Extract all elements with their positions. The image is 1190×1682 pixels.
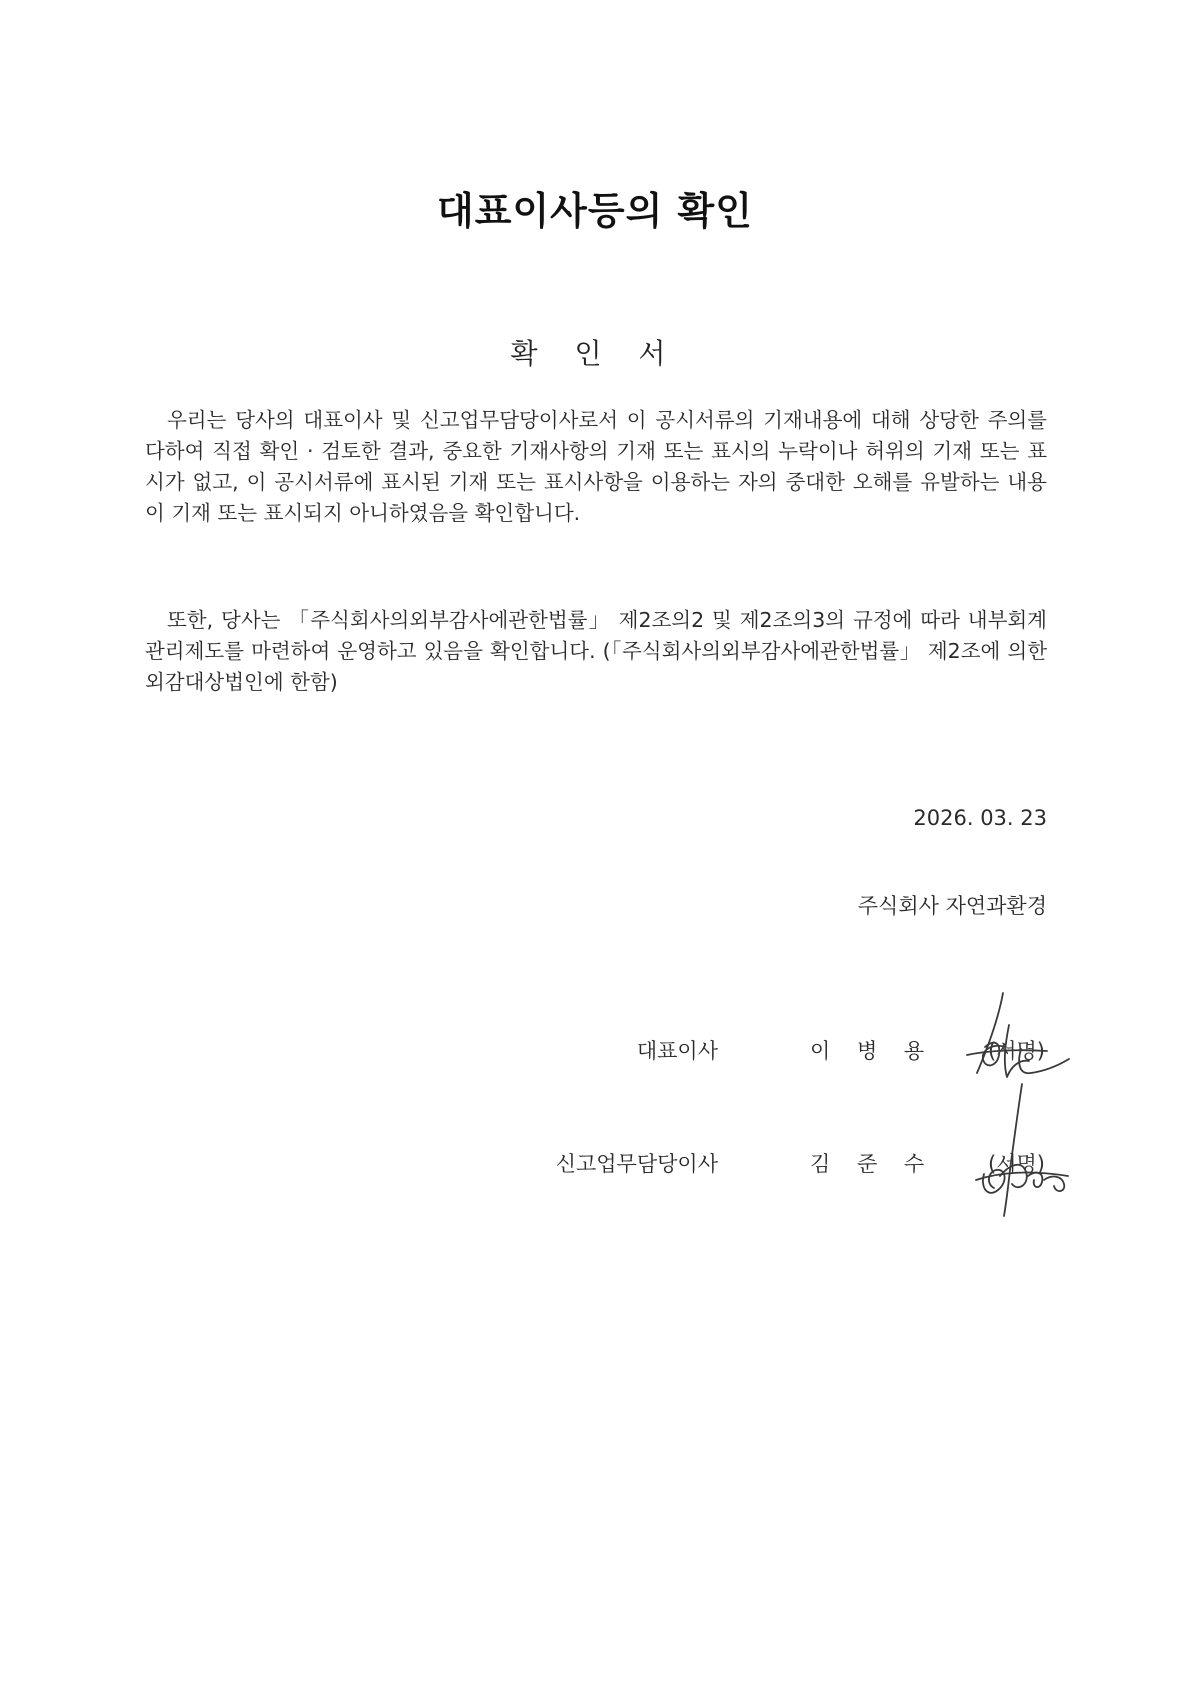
page-title: 대표이사등의 확인 (437, 189, 753, 233)
signer-name: 이 병 용 (810, 1039, 935, 1063)
company-name: 주식회사 자연과환경 (857, 894, 1047, 918)
signer-title: 대표이사 (636, 1039, 718, 1063)
confirmation-paragraph: 우리는 당사의 대표이사 및 신고업무담당이사로서 이 공시서류의 기재내용에 대해 상당한 주의를 다하여 직접 확인 · 검토한 결과, 중요한 기재사항의 기재 또는 표시의 누락이나 허위의 기재 또는 표시가 없고, 이 공시서류에 표시된 기재 또는 표시사항을 이용하는 자의 중대한 오해를 유발하는 내용이 기재 또는 표시되지 아니하였음을 확인합니다. (145, 408, 1047, 525)
internal-control-paragraph: 또한, 당사는 「주식회사의외부감사에관한법률」 제2조의2 및 제2조의3의 규정에 따라 내부회계관리제도를 마련하여 운영하고 있음을 확인합니다. (「주식회사의외부감사에관한법률」 제2조에 의한 외감대상법인에 한함) (145, 608, 1047, 694)
document-heading: 확 인 서 (510, 337, 680, 370)
seal-label: (서명) (988, 1152, 1045, 1176)
handwritten-signature-ceo (955, 985, 1075, 1095)
seal-label: (서명) (988, 1039, 1045, 1063)
signer-title: 신고업무담당이사 (555, 1152, 718, 1176)
signer-name: 김 준 수 (810, 1152, 935, 1176)
handwritten-signature-disclosure-officer (970, 1080, 1080, 1220)
document-date: 2026. 03. 23 (913, 806, 1047, 830)
